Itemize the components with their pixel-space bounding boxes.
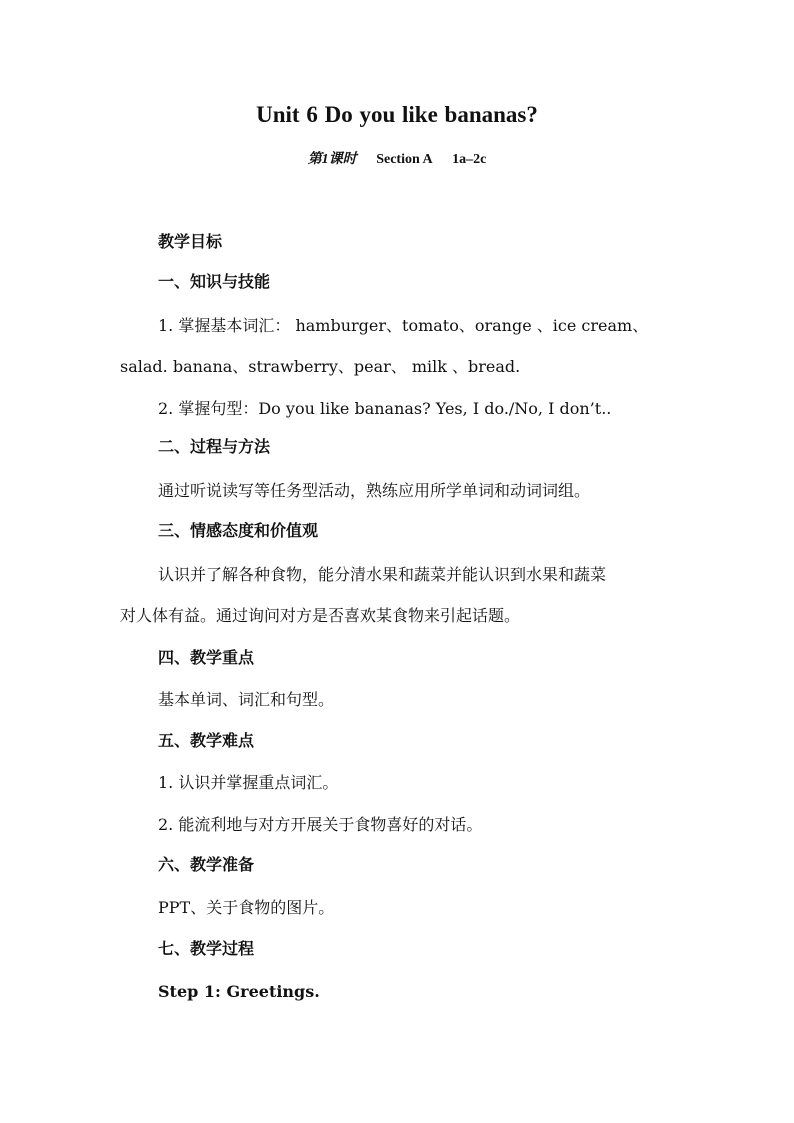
heading-key-points: 四、教学重点 [158, 648, 255, 667]
heading-attitude-values: 三、情感态度和价值观 [158, 521, 319, 540]
vocab-line-2: salad. banana、strawberry、pear、 milk 、bread. [120, 357, 521, 376]
difficulty-item-1: 1. 认识并掌握重点词汇。 [158, 773, 339, 792]
process-method-text: 通过听说读写等任务型活动，熟练应用所学单词和动词词组。 [158, 481, 591, 500]
heading-objectives: 教学目标 [158, 232, 223, 251]
document-subtitle [0, 148, 794, 168]
lesson-number: 第1课时 [307, 152, 357, 167]
document-title: Unit 6 Do you like bananas? [256, 102, 538, 127]
step-1-heading: Step 1: Greetings. [158, 982, 320, 1001]
difficulty-item-2: 2. 能流利地与对方开展关于食物喜好的对话。 [158, 815, 483, 834]
attitude-text-line-2: 对人体有益。通过询问对方是否喜欢某食物来引起话题。 [120, 606, 521, 625]
heading-preparation: 六、教学准备 [158, 855, 255, 874]
vocab-line-1: 1. 掌握基本词汇： hamburger、tomato、orange 、ice cream、 [158, 316, 649, 335]
heading-knowledge-skills: 一、知识与技能 [158, 272, 271, 291]
section-label: Section A [376, 152, 433, 167]
attitude-text-line-1: 认识并了解各种食物，能分清水果和蔬菜并能认识到水果和蔬菜 [158, 565, 607, 584]
sentence-pattern: 2. 掌握句型：Do you like bananas? Yes, I do./No, I don’t.. [158, 399, 612, 418]
heading-difficulties: 五、教学难点 [158, 731, 255, 750]
key-points-text: 基本单词、词汇和句型。 [158, 690, 335, 709]
preparation-text: PPT、关于食物的图片。 [158, 898, 335, 917]
section-range: 1a–2c [452, 152, 487, 167]
heading-teaching-process: 七、教学过程 [158, 939, 255, 958]
heading-process-method: 二、过程与方法 [158, 437, 271, 456]
